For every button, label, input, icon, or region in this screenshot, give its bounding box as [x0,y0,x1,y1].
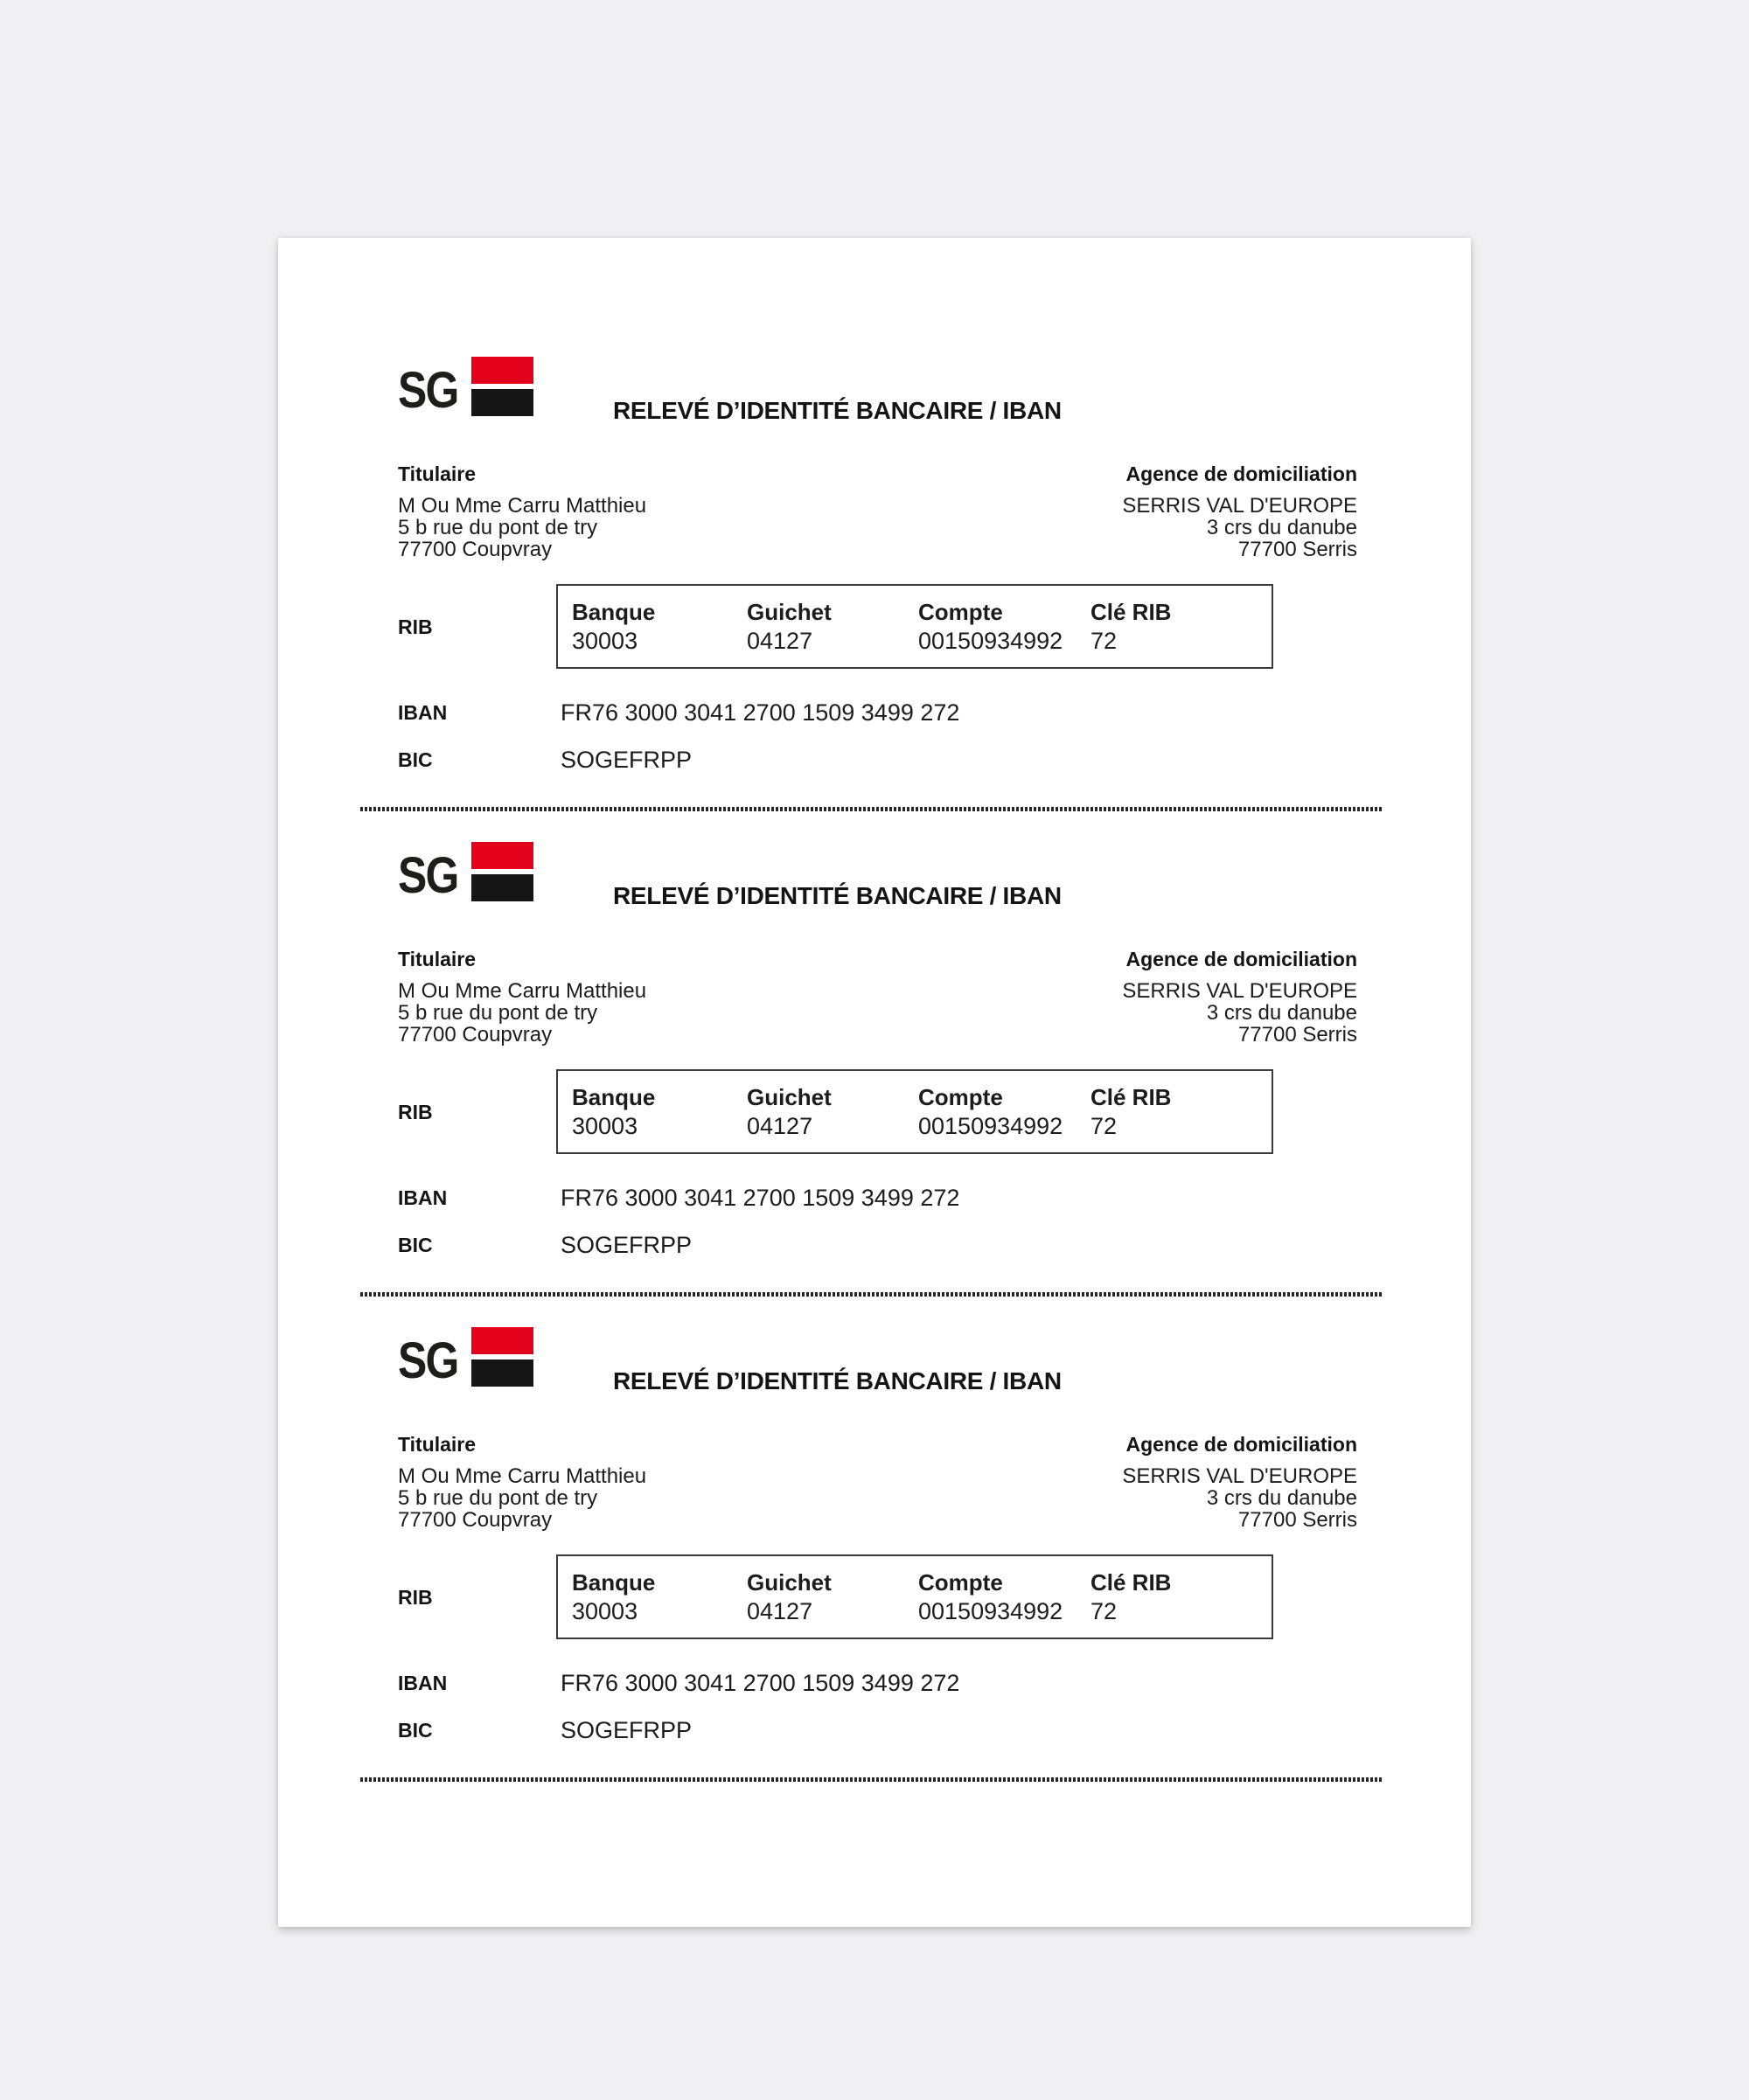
agence-line: 77700 Serris [1237,1023,1357,1047]
rib-col-cle-rib [1091,1569,1272,1624]
agence-line: SERRIS VAL D'EUROPE [1122,494,1357,518]
rib-col-header: Compte [918,599,1003,625]
titulaire-line: 77700 Coupvray [398,538,553,561]
agence-line: SERRIS VAL D'EUROPE [1122,979,1357,1003]
rib-col-compte [918,1569,1091,1624]
rib-col-value: 30003 [572,1113,638,1139]
document-page [278,238,1471,1927]
rib-col-banque [572,599,747,654]
rib-col-header: Guichet [747,599,832,625]
sg-logo-flag-icon [471,842,533,901]
rib-col-header: Banque [572,599,656,625]
agence-line: 3 crs du danube [1206,1486,1357,1510]
titulaire-section [398,948,646,1046]
agence-line: 3 crs du danube [1206,516,1357,539]
sg-logo-text: SG [398,362,458,419]
titulaire-line: 77700 Coupvray [398,1508,553,1532]
rib-block [278,1327,1471,1812]
titulaire-address [398,1465,646,1531]
rib-col-cle-rib [1091,599,1272,654]
sg-flag-black-block [471,874,533,901]
rib-col-value: 30003 [572,628,638,654]
rib-col-header: Banque [572,1084,656,1110]
rib-col-header: Banque [572,1569,656,1596]
bic-value: SOGEFRPP [561,1717,693,1743]
agence-line: 77700 Serris [1237,538,1357,561]
rib-col-guichet [747,599,918,654]
sg-flag-red-block [471,1327,533,1354]
sg-logo [398,357,538,418]
rib-col-compte [918,1084,1091,1139]
titulaire-line: M Ou Mme Carru Matthieu [398,494,647,518]
rib-col-value: 00150934992 [918,1113,1063,1139]
sg-logo-text: SG [398,1332,458,1389]
bic-label: BIC [398,748,433,771]
agence-section [1122,948,1357,1046]
rib-col-header: Clé RIB [1091,1569,1172,1596]
rib-col-guichet [747,1569,918,1624]
bic-label: BIC [398,1719,433,1742]
rib-col-value: 72 [1091,1598,1118,1624]
sg-flag-red-block [471,357,533,384]
rib-col-header: Guichet [747,1569,832,1596]
agence-line: SERRIS VAL D'EUROPE [1122,1464,1357,1488]
sg-flag-black-block [471,1359,533,1387]
rib-col-value: 30003 [572,1598,638,1624]
agence-label: Agence de domiciliation [1125,1433,1357,1456]
rib-col-value: 04127 [747,628,813,654]
bic-label: BIC [398,1234,433,1256]
sg-logo-text: SG [398,847,458,904]
sg-logo-flag-icon [471,357,533,416]
rib-col-value: 72 [1091,628,1118,654]
rib-col-compte [918,599,1091,654]
titulaire-label: Titulaire [398,462,477,485]
document-title: RELEVÉ D’IDENTITÉ BANCAIRE / IBAN [613,1367,1062,1394]
agence-address [1122,1465,1357,1531]
rib-col-value: 04127 [747,1598,813,1624]
bic-value: SOGEFRPP [561,1232,693,1258]
agence-label: Agence de domiciliation [1125,948,1357,970]
rib-col-header: Compte [918,1569,1003,1596]
iban-label: IBAN [398,701,448,724]
rib-col-header: Compte [918,1084,1003,1110]
rib-label: RIB [398,615,433,638]
titulaire-section [398,1433,646,1531]
rib-label: RIB [398,1586,433,1609]
iban-value: FR76 3000 3041 2700 1509 3499 272 [561,699,960,726]
rib-col-value: 04127 [747,1113,813,1139]
rib-table [556,1554,1273,1639]
titulaire-label: Titulaire [398,1433,477,1456]
titulaire-line: M Ou Mme Carru Matthieu [398,1464,647,1488]
rib-block [278,357,1471,842]
titulaire-address [398,980,646,1046]
titulaire-line: M Ou Mme Carru Matthieu [398,979,647,1003]
sg-logo [398,842,538,903]
titulaire-line: 5 b rue du pont de try [398,1486,598,1510]
rib-col-value: 00150934992 [918,1598,1063,1624]
iban-label: IBAN [398,1672,448,1694]
bic-value: SOGEFRPP [561,747,693,773]
rib-block [278,842,1471,1327]
sg-flag-black-block [471,389,533,416]
titulaire-line: 77700 Coupvray [398,1023,553,1047]
cut-line-separator [360,807,1382,811]
rib-col-header: Clé RIB [1091,1084,1172,1110]
titulaire-label: Titulaire [398,948,477,970]
rib-col-value: 00150934992 [918,628,1063,654]
cut-line-separator [360,1777,1382,1782]
cut-line-separator [360,1292,1382,1297]
rib-col-header: Clé RIB [1091,599,1172,625]
agence-section [1122,1433,1357,1531]
titulaire-line: 5 b rue du pont de try [398,516,598,539]
agence-address [1122,495,1357,560]
sg-logo-flag-icon [471,1327,533,1387]
rib-table [556,584,1273,669]
titulaire-line: 5 b rue du pont de try [398,1001,598,1025]
sg-flag-red-block [471,842,533,869]
rib-col-banque [572,1569,747,1624]
document-title: RELEVÉ D’IDENTITÉ BANCAIRE / IBAN [613,882,1062,909]
titulaire-address [398,495,646,560]
agence-section [1122,462,1357,560]
iban-label: IBAN [398,1186,448,1209]
rib-label: RIB [398,1101,433,1123]
iban-value: FR76 3000 3041 2700 1509 3499 272 [561,1670,960,1696]
sg-logo [398,1327,538,1388]
document-title: RELEVÉ D’IDENTITÉ BANCAIRE / IBAN [613,397,1062,424]
agence-line: 3 crs du danube [1206,1001,1357,1025]
rib-col-value: 72 [1091,1113,1118,1139]
agence-line: 77700 Serris [1237,1508,1357,1532]
rib-col-cle-rib [1091,1084,1272,1139]
agence-label: Agence de domiciliation [1125,462,1357,485]
titulaire-section [398,462,646,560]
agence-address [1122,980,1357,1046]
rib-table [556,1069,1273,1154]
rib-col-guichet [747,1084,918,1139]
iban-value: FR76 3000 3041 2700 1509 3499 272 [561,1185,960,1211]
rib-col-banque [572,1084,747,1139]
rib-col-header: Guichet [747,1084,832,1110]
